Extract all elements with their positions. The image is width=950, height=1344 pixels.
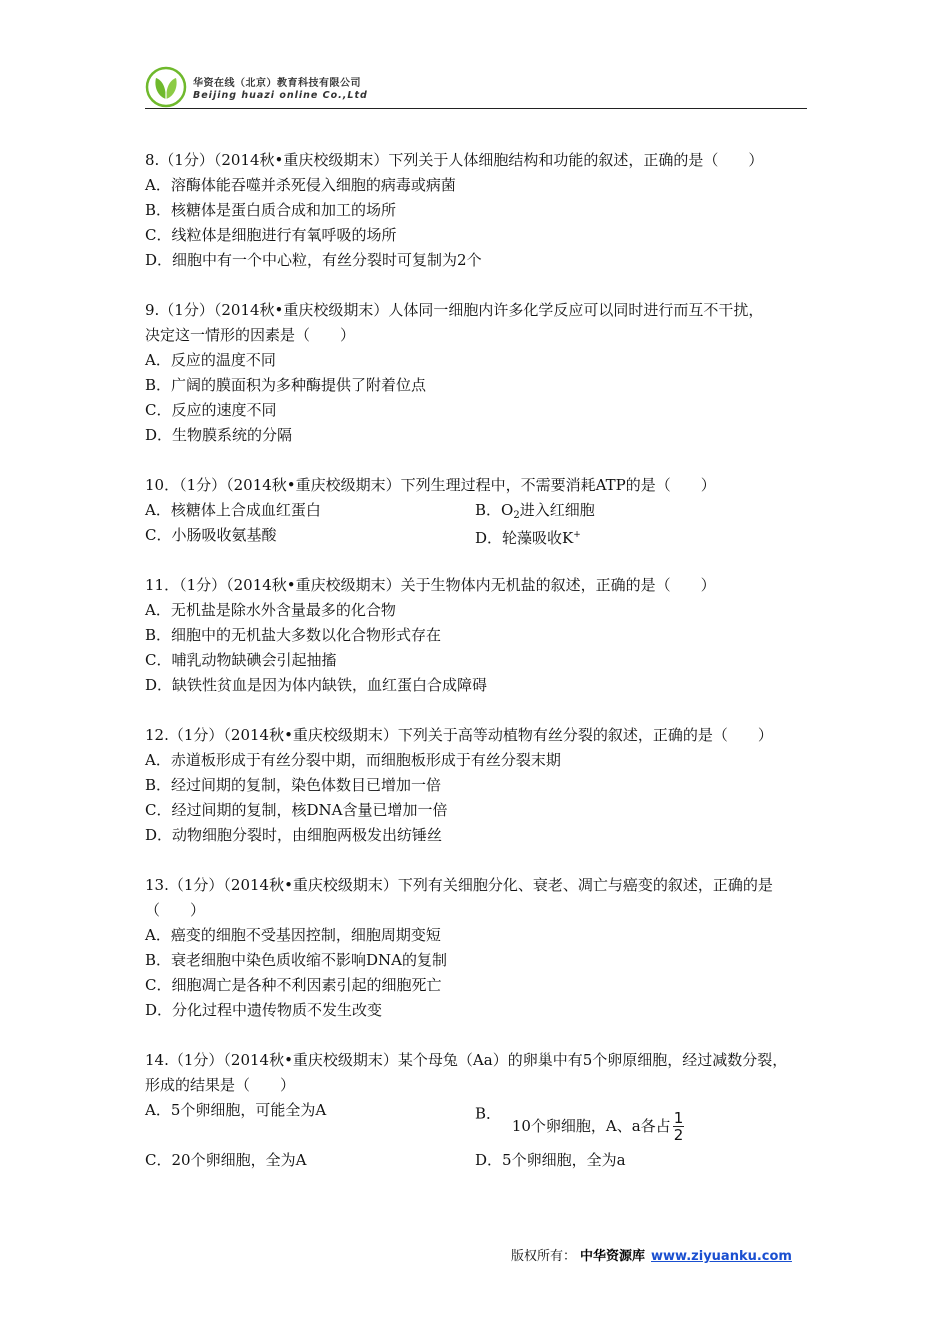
option-c[interactable]: C．哺乳动物缺碘会引起抽搐 [145,651,337,669]
question-14 [145,1048,815,1173]
page-footer [511,1245,792,1264]
footer-link[interactable]: www.ziyuanku.com [651,1249,792,1264]
superscript: + [573,530,581,540]
option-d[interactable] [475,523,581,551]
option-b-suffix: 进入红细胞 [519,501,595,519]
huazi-logo-icon [145,66,187,108]
question-8 [145,148,815,273]
option-d-prefix: D．轮藻吸收K [475,529,574,547]
option-b-prefix: B．O [475,501,514,519]
option-c[interactable]: C．线粒体是细胞进行有氧呼吸的场所 [145,226,397,244]
option-b-text-wrap [511,1109,684,1144]
option-b[interactable] [475,1098,684,1144]
option-d[interactable]: D．缺铁性贫血是因为体内缺铁，血红蛋白合成障碍 [145,676,488,694]
company-name-cn: 华资在线（北京）教育科技有限公司 [193,78,361,89]
question-stem-cont: 形成的结果是（ ） [145,1076,296,1094]
header-divider [145,108,807,109]
option-d[interactable]: D．分化过程中遗传物质不发生改变 [145,1001,383,1019]
option-c[interactable]: C．20个卵细胞，全为A [145,1151,307,1169]
option-c[interactable]: C．细胞凋亡是各种不利因素引起的细胞死亡 [145,976,442,994]
subscript: 2 [513,510,520,521]
option-c[interactable]: C．小肠吸收氨基酸 [145,526,277,544]
option-d[interactable]: D．动物细胞分裂时，由细胞两极发出纺锤丝 [145,826,443,844]
question-12 [145,723,815,848]
option-b[interactable]: B．细胞中的无机盐大多数以化合物形式存在 [145,626,442,644]
question-13 [145,873,815,1023]
question-11 [145,573,815,698]
option-a[interactable]: A．核糖体上合成血红蛋白 [145,501,321,519]
question-9 [145,298,815,448]
company-name-en: Beijing huazi online Co.,Ltd [193,90,368,101]
option-a[interactable]: A．反应的温度不同 [145,351,276,369]
option-d[interactable]: D．生物膜系统的分隔 [145,426,293,444]
brand-name: 中华资源库 [580,1249,646,1264]
option-a[interactable]: A．赤道板形成于有丝分裂中期，而细胞板形成于有丝分裂末期 [145,751,561,769]
question-stem-cont: （ ） [145,901,206,919]
option-a[interactable]: A．5个卵细胞，可能全为A [145,1101,327,1119]
option-b-text: 10个卵细胞，A、a各占 [511,1116,671,1135]
option-b-label: B． [475,1104,502,1123]
option-b[interactable]: B．广阔的膜面积为多种酶提供了附着位点 [145,376,427,394]
question-stem: 9.（1分）（2014秋•重庆校级期末）人体同一细胞内许多化学反应可以同时进行而互不干扰， [145,301,764,319]
question-stem: 12.（1分）（2014秋•重庆校级期末）下列关于高等动植物有丝分裂的叙述，正确的是（ ） [145,726,773,744]
option-a[interactable]: A．无机盐是除水外含量最多的化合物 [145,601,396,619]
question-stem: 13.（1分）（2014秋•重庆校级期末）下列有关细胞分化、衰老、凋亡与癌变的叙述，正确的是 [145,876,773,894]
option-d[interactable]: D．5个卵细胞，全为a [475,1151,626,1169]
fraction [673,1110,685,1143]
option-d[interactable]: D．细胞中有一个中心粒，有丝分裂时可复制为2个 [145,251,482,269]
question-stem: 8.（1分）（2014秋•重庆校级期末）下列关于人体细胞结构和功能的叙述，正确的是（ ） [145,151,764,169]
question-stem: 10．（1分）（2014秋•重庆校级期末）下列生理过程中，不需要消耗ATP的是（ ） [145,476,716,494]
option-c[interactable]: C．反应的速度不同 [145,401,277,419]
option-a[interactable]: A．癌变的细胞不受基因控制，细胞周期变短 [145,926,441,944]
question-stem: 14.（1分）（2014秋•重庆校级期末）某个母兔（Aa）的卵巢中有5个卵原细胞，经过减数分裂， [145,1051,788,1069]
copyright-label: 版权所有： [511,1249,577,1264]
fraction-denominator: 2 [673,1126,684,1144]
page-header [145,62,807,110]
option-a[interactable]: A．溶酶体能吞噬并杀死侵入细胞的病毒或病菌 [145,176,456,194]
option-b[interactable]: B．经过间期的复制，染色体数目已增加一倍 [145,776,442,794]
option-b[interactable]: B．衰老细胞中染色质收缩不影响DNA的复制 [145,951,448,969]
question-stem-cont: 决定这一情形的因素是（ ） [145,326,356,344]
question-stem: 11．（1分）（2014秋•重庆校级期末）关于生物体内无机盐的叙述，正确的是（ ） [145,576,716,594]
option-b[interactable]: B．核糖体是蛋白质合成和加工的场所 [145,201,397,219]
option-c[interactable]: C．经过间期的复制，核DNA含量已增加一倍 [145,801,448,819]
fraction-numerator: 1 [673,1109,684,1127]
question-10 [145,473,815,548]
